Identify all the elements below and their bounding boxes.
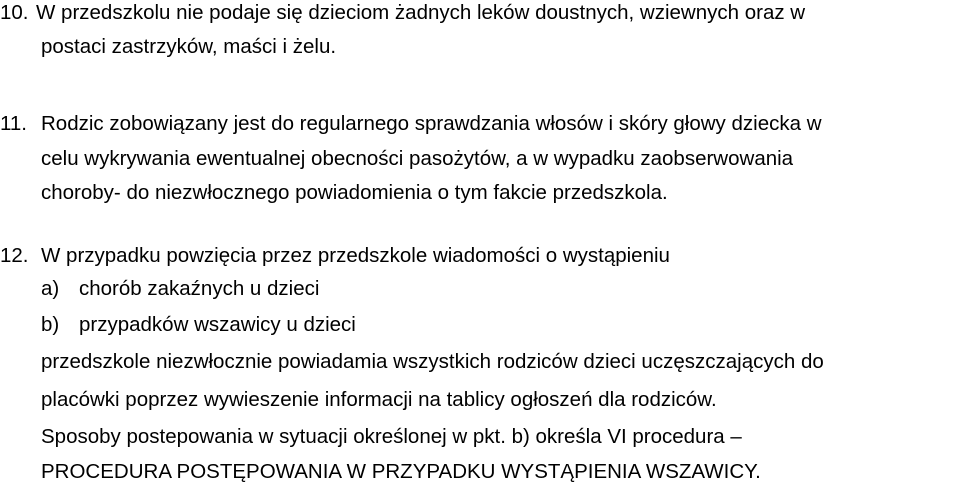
sub-item-label: b) [41,313,60,336]
item-line: W przedszkolu nie podaje się dzieciom żadnych leków doustnych, wziewnych oraz w [36,1,806,24]
sub-item-text: przypadków wszawicy u dzieci [79,313,356,336]
sub-item-label: a) [41,277,60,300]
sub-item-b [41,312,356,338]
item-line: placówki poprzez wywieszenie informacji na tablicy ogłoszeń dla rodziców. [41,388,717,411]
item-line: Sposoby postepowania w sytuacji określonej w pkt. b) określa VI procedura – [41,425,742,448]
item-intro: W przypadku powzięcia przez przedszkole wiadomości o wystąpieniu [41,244,670,267]
item-line: celu wykrywania ewentualnej obecności pasożytów, a w wypadku zaobserwowania [41,147,794,170]
item-line: przedszkole niezwłocznie powiadamia wszystkich rodziców dzieci uczęszczających do [41,350,824,373]
item-line: choroby- do niezwłocznego powiadomienia o tym fakcie przedszkola. [41,181,668,204]
sub-item-text: chorób zakaźnych u dzieci [79,277,320,300]
item-line: Rodzic zobowiązany jest do regularnego sprawdzania włosów i skóry głowy dziecka w [41,112,822,135]
item-number: 10. [0,1,29,24]
procedure-title: PROCEDURA POSTĘPOWANIA W PRZYPADKU WYSTĄPIENIA WSZAWICY. [41,460,761,483]
item-number: 11. [0,112,27,135]
item-number: 12. [0,244,29,267]
sub-item-a [41,276,319,302]
item-line: postaci zastrzyków, maści i żelu. [41,35,337,58]
